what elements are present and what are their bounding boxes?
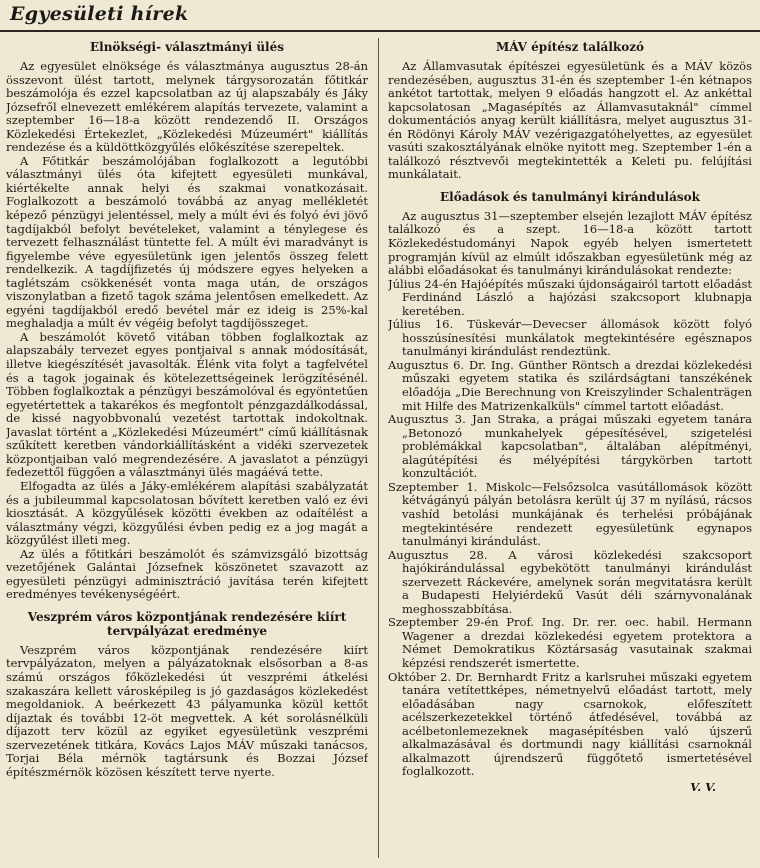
paragraph: Veszprém város központjának rendezésére kiírt tervpályázaton, melyen a pályázatoknak elsősorban a 8-as számú országos főközlekedési út veszprémi átkelési szakaszára kellett városképileg is jó gazdaságos közlekedést megoldaniok. A beérkezett 43 pályamunka közül kettőt díjaztak és további 12-öt megvettek. A két sorolásnélküli díjazott terv közül az egyiket egyesületünk veszprémi szervezetének titkára, Kovács Lajos MÁV műszaki tanácsos, Torjai Béla mérnök tagtársunk és Bozzai József építészmérnök közösen készített terve nyerte. xyxy=(6,642,368,779)
list-item: Szeptember 1. Miskolc—Felsőzsolca vasútállomások között kétvágányú pályán betolásra került új 37 m nyílású, rácsos vashíd betolási munkájának és terhelési próbájának megtekintésére rendezett egyesületünk egynapos tanulmányi kirándulást. xyxy=(388,479,752,549)
article-heading-veszprem-competition: Veszprém város központjának rendezésére kiírt tervpályázat eredménye xyxy=(27,609,347,638)
paragraph: Elfogadta az ülés a Jáky-emlékérem alapítási szabályzatát és a jubileummal kapcsolatosan bővített keretben való ez évi kiosztását. A közgyűlések közötti években az odaítélést a választmány végzi, közgyűlési évben pedig ez a jog magát a közgyűlést illeti meg. xyxy=(6,478,368,548)
list-item: Július 24-én Hajóépítés műszaki újdonságairól tartott előadást Ferdinánd László a hajózási szakcsoport klubnapja keretében. xyxy=(388,276,752,318)
list-item: Augusztus 6. Dr. Ing. Günther Röntsch a drezdai közlekedési műszaki egyetem statika és szilárdságtani tanszékének előadója „Die Berechnung von Kreiszylinder Schalenträgen mit Hilfe des Matrizenkalküls" címmel tartott előadást. xyxy=(388,357,752,413)
article-heading-mav-architects: MÁV építész találkozó xyxy=(495,40,645,54)
article-heading-lectures-trips: Előadások és tanulmányi kirándulások xyxy=(440,189,700,204)
signature: V. V. xyxy=(690,779,716,794)
list-item: Október 2. Dr. Bernhardt Fritz a karlsruhei műszaki egyetem tanára vetítettképes, németnyelvű előadást tartott, mely előadásában nagy csarnokok, előfeszített acélszerkezetekkel történő átfedésével, továbbá az acélbetonlemezeknek magasépítésben való újszerű alkalmazásával és dortmundi nagy kiállítási csarnoknál alkalmazott újrendszerű függőtető ismertetésével foglalkozott. xyxy=(388,669,752,779)
paragraph: Az egyesület elnöksége és választmánya augusztus 28-án összevont ülést tartott, melynek tárgysorozatán főtitkár beszámolója és ezzel kapcsolatban az új alapszabály és Jáky Józsefről elnevezett emlékérem alapítás tervezete, valamint a szeptember 16—18-a között rendezendő II. Országos Közlekedési Értekezlet, „Közlekedési Múzeumért" kiállítás rendezése és a küldöttközgyűlés előkészítése szerepeltek. xyxy=(6,59,368,155)
list-item: Szeptember 29-én Prof. Ing. Dr. rer. oec. habil. Hermann Wagener a drezdai közlekedési egyetem protektora a Német Demokratikus Köztársaság vasutainak szakmai képzési rendszerét ismertette. xyxy=(388,615,752,670)
paragraph: A beszámolót követő vitában többen foglalkoztak az alapszabály tervezet egyes pontjaival s annak módosítását, illetve kiegészítését javasolták. Élénk vita folyt a tagfelvétel és a tagok jogainak és kötelezettségeinek lerögzítésénél. Többen foglalkoztak a pénzügyi beszámolóval és egyöntetűen egyetértettek a takarékos és megfontolt pénzgazdálkodással, de kissé nagyobbvonalú vezetést tartottak indokoltnak. Javaslat történt a „Közlekedési Múzeumért" című kiállításnak szűkített keretben vándorkiállításként a vidéki szervezetek központjaiban való megrendezésére. A javaslatot a pénzügyi fedezettől függően a választmányi ülés magáévá tette. xyxy=(6,329,368,480)
column-divider xyxy=(378,38,379,858)
masthead xyxy=(0,0,760,32)
paragraph: Az Államvasutak építészei egyesületünk és a MÁV közös rendezésében, augusztus 31-én és szeptember 1-én kétnapos ankétot tartottak, melyen 9 előadás hangzott el. Az ankéttal kapcsolatosan „Magasépítés az Államvasutaknál" címmel dokumentációs anyag került kiállításra, melyet augusztus 31-én Rödönyi Károly MÁV vezérigazgatóhelyettes, az egyesület vasúti szakosztályának elnöke nyitott meg. Szeptember 1-én a találkozó résztvevői megtekintették a Keleti pu. felújítási munkálatait. xyxy=(388,59,752,182)
event-list xyxy=(388,278,752,779)
list-item: Augusztus 3. Jan Straka, a prágai műszaki egyetem tanára „Betonozó munkahelyek gépesítésével, szigetelési problémákkal kapcsolatban", általában alépítményi, alagútépítési és mélyépítési tárgykörben tartott konzultációt. xyxy=(388,412,752,481)
section-title: Egyesületi hírek xyxy=(10,3,189,25)
list-item: Augusztus 28. A városi közlekedési szakcsoport hajókirándulással egybekötött tanulmányi kirándulást szervezett Ráckevére, amelynek során megvitatásra került a Budapesti Helyiérdekű Vasút déli szárnyvonalának meghosszabbítása. xyxy=(388,547,752,616)
article-heading-board-meeting: Elnökségi- választmányi ülés xyxy=(89,40,285,54)
paragraph: Az augusztus 31—szeptember elsején lezajlott MÁV építész találkozó és a szept. 16—18-a között tartott Közlekedéstudományi Napok egyéb helyen ismertetett programján kívül az elmúlt időszakban egyesületünk még az alábbi előadásokat és tanulmányi kirándulásokat rendezte: xyxy=(388,208,752,278)
right-column xyxy=(388,40,752,860)
paragraph: A Főtitkár beszámolójában foglalkozott a legutóbbi választmányi ülés óta kifejtett egyesületi munkával, kiértékelte annak helyi és szakmai vonatkozásait. Foglalkozott a beszámoló továbbá az anyag mellékletét képező pénzügyi jelentéssel, mely a múlt évi és folyó évi jövő tagdíjakból befolyt bevételeket, valamint a ténylegese és tervezett felhasználást tüntette fel. A múlt évi maradványt is figyelembe véve egyesületünk igen jelentős összeg felett rendelkezik. A tagdíjfizetés új módszere egyes helyeken a taglétszám csökkenését vonta maga után, de országos viszonylatban a fizető tagok száma jelentősen emelkedett. Az egyéni tagdíjakból eredő bevétel már ez ideig is 25%-kal meghaladja a múlt év végéig befolyt tagdíjösszeget. xyxy=(6,153,368,331)
paragraph: Az ülés a főtitkári beszámolót és számvizsgáló bizottság vezetőjének Galántai Józsefnek köszönetet szavazott az egyesületi pénzügyi adminisztráció javítása terén kifejtett eredményes tevékenységéért. xyxy=(6,546,368,602)
left-column xyxy=(6,40,368,860)
list-item: Július 16. Tüskevár—Devecser állomások között folyó hosszúsínesítési munkálatok megtekintésére egésznapos tanulmányi kirándulást rendeztünk. xyxy=(388,317,752,359)
